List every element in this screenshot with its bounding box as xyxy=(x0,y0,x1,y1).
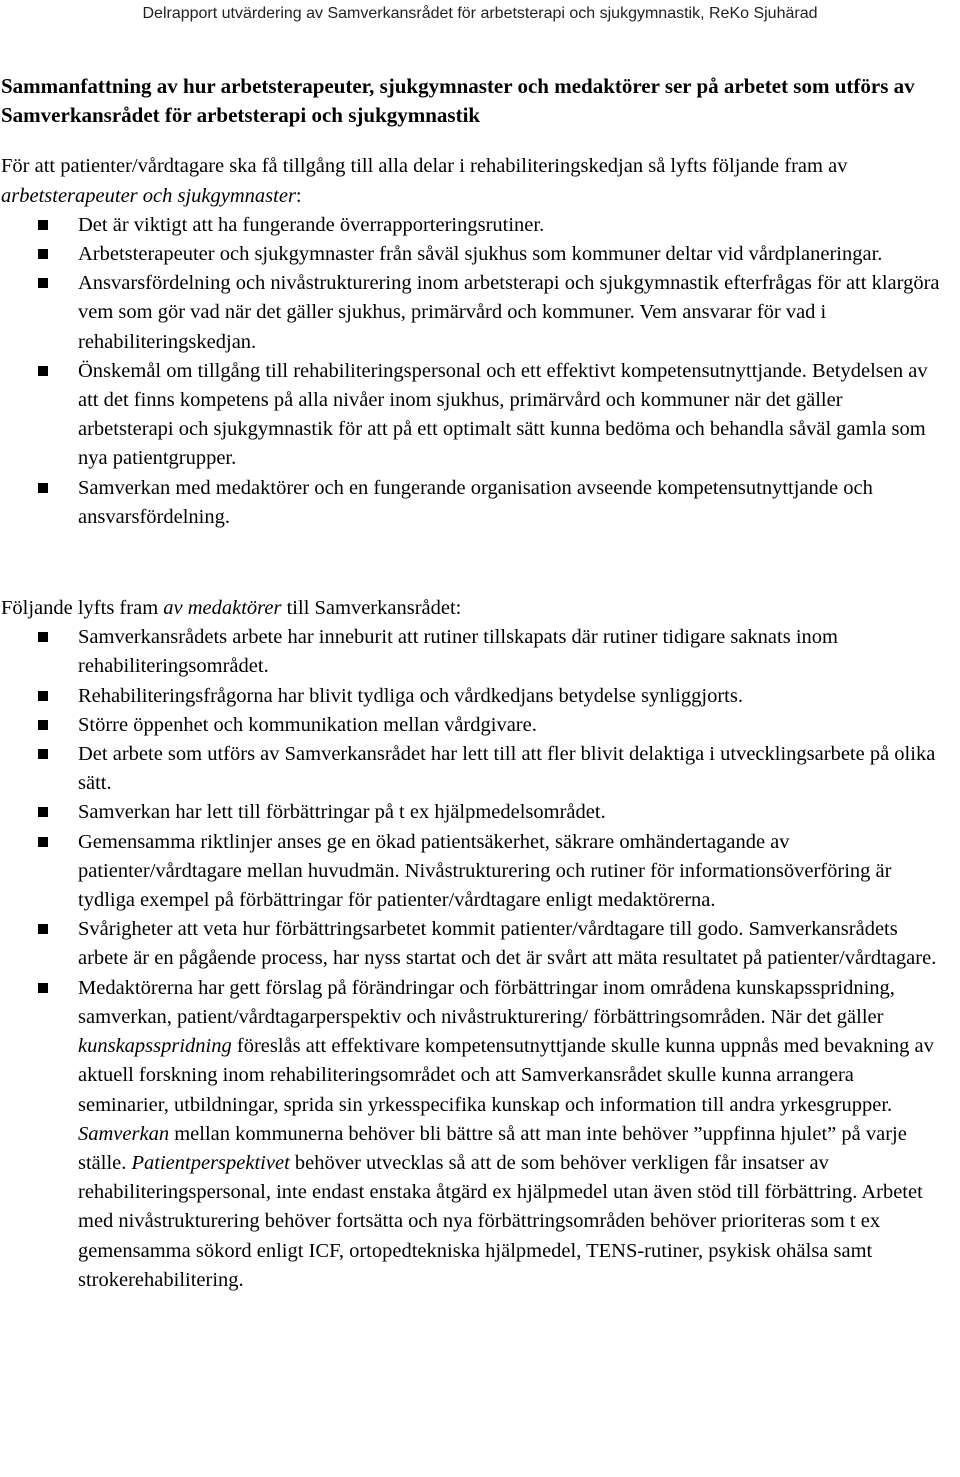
emphasis-patientperspektivet: Patientperspektivet xyxy=(131,1151,290,1174)
list-item: Ansvarsfördelning och nivåstrukturering inom arbetsterapi och sjukgymnastik efterfrågas för att klargöra vem som gör vad när det gäller sjukhus, primärvård och kommuner. Vem ansvarar för vad i rehabiliteringskedjan. xyxy=(0,269,960,357)
square-bullet-icon xyxy=(38,483,48,493)
list-item: Medaktörerna har gett förslag på förändringar och förbättringar inom områdena kunskapsspridning, samverkan, patient/vårdtagarperspektiv och nivåstrukturering/ förbättringsområden. När det gäller kunskapsspridning föreslås att effektivare kompetensutnyttjande skulle kunna uppnås med bevakning av aktuell forskning inom rehabiliteringsområdet och att Samverkansrådet skulle kunna arrangera seminarier, utbildningar, sprida sin yrkesspecifika kunskap och information till andra yrkesgrupper. Samverkan mellan kommunerna behöver bli bättre så att man inte behöver ”uppfinna hjulet” på varje ställe. Patientperspektivet behöver utvecklas så att de som behöver verkligen får insatser av rehabiliteringspersonal, inte endast enstaka åtgärd ex hjälpmedel utan även stöd till förbättring. Arbetet med nivåstrukturering behöver fortsätta och nya förbättringsområden behöver prioriteras som t ex gemensamma sökord enligt ICF, ortopedtekniska hjälpmedel, TENS-rutiner, psykisk ohälsa samt strokerehabilitering. xyxy=(0,974,960,1295)
page-header xyxy=(0,0,960,28)
list-item: Svårigheter att veta hur förbättringsarbetet kommit patienter/vårdtagare till godo. Samverkansrådets arbete är en pågående process, har nyss startat och det är svårt att mäta resultatet på patienter/vårdtagare. xyxy=(0,915,960,973)
list-item: Rehabiliteringsfrågorna har blivit tydliga och vårdkedjans betydelse synliggjorts. xyxy=(0,682,960,711)
section1-intro: För att patienter/vårdtagare ska få tillgång till alla delar i rehabiliteringskedjan så lyfts följande fram av arbetsterapeuter och sjukgymnaster: xyxy=(1,155,848,207)
list-item: Gemensamma riktlinjer anses ge en ökad patientsäkerhet, säkrare omhändertagande av patienter/vårdtagare mellan huvudmän. Nivåstrukturering och rutiner för informationsöverföring är tydliga exempel på förbättringar för patienter/vårdtagare enligt medaktörerna. xyxy=(0,828,960,916)
square-bullet-icon xyxy=(38,983,48,993)
section1-intro-emphasis: arbetsterapeuter och sjukgymnaster xyxy=(1,184,296,207)
header-title: Delrapport utvärdering av Samverkansrådet för arbetsterapi och sjukgymnastik, ReKo Sjuhärad xyxy=(142,5,818,22)
list-item: Det arbete som utförs av Samverkansrådet har lett till att fler blivit delaktiga i utvecklingsarbete på olika sätt. xyxy=(0,740,960,798)
section-heading: Sammanfattning av hur arbetsterapeuter, sjukgymnaster och medaktörer ser på arbetet som utförs av Samverkansrådet för arbetsterapi och sjukgymnastik xyxy=(1,74,915,128)
square-bullet-icon xyxy=(38,220,48,230)
square-bullet-icon xyxy=(38,278,48,288)
section2-list xyxy=(0,623,960,1295)
square-bullet-icon xyxy=(38,720,48,730)
section2-intro: Följande lyfts fram av medaktörer till Samverkansrådet: xyxy=(1,597,462,620)
square-bullet-icon xyxy=(38,366,48,376)
list-item: Större öppenhet och kommunikation mellan vårdgivare. xyxy=(0,711,960,740)
list-item: Samverkan med medaktörer och en fungerande organisation avseende kompetensutnyttjande och ansvarsfördelning. xyxy=(0,474,960,532)
square-bullet-icon xyxy=(38,249,48,259)
list-item: Önskemål om tillgång till rehabiliteringspersonal och ett effektivt kompetensutnyttjande. Betydelsen av att det finns kompetens på alla nivåer inom sjukhus, primärvård och kommuner när det gäller arbetsterapi och sjukgymnastik för att på ett optimalt sätt kunna bedöma och behandla såväl gamla som nya patientgrupper. xyxy=(0,357,960,474)
square-bullet-icon xyxy=(38,837,48,847)
document-body xyxy=(0,72,960,1295)
list-item: Arbetsterapeuter och sjukgymnaster från såväl sjukhus som kommuner deltar vid vårdplaneringar. xyxy=(0,240,960,269)
section1-list xyxy=(0,211,960,532)
emphasis-kunskapsspridning: kunskapsspridning xyxy=(78,1035,232,1058)
square-bullet-icon xyxy=(38,807,48,817)
list-item: Det är viktigt att ha fungerande överrapporteringsrutiner. xyxy=(0,211,960,240)
section2-intro-emphasis: av medaktörer xyxy=(163,597,282,620)
square-bullet-icon xyxy=(38,632,48,642)
emphasis-samverkan: Samverkan xyxy=(78,1122,170,1145)
square-bullet-icon xyxy=(38,749,48,759)
list-item: Samverkan har lett till förbättringar på t ex hjälpmedelsområdet. xyxy=(0,798,960,827)
list-item: Samverkansrådets arbete har inneburit att rutiner tillskapats där rutiner tidigare saknats inom rehabiliteringsområdet. xyxy=(0,623,960,681)
square-bullet-icon xyxy=(38,924,48,934)
square-bullet-icon xyxy=(38,691,48,701)
